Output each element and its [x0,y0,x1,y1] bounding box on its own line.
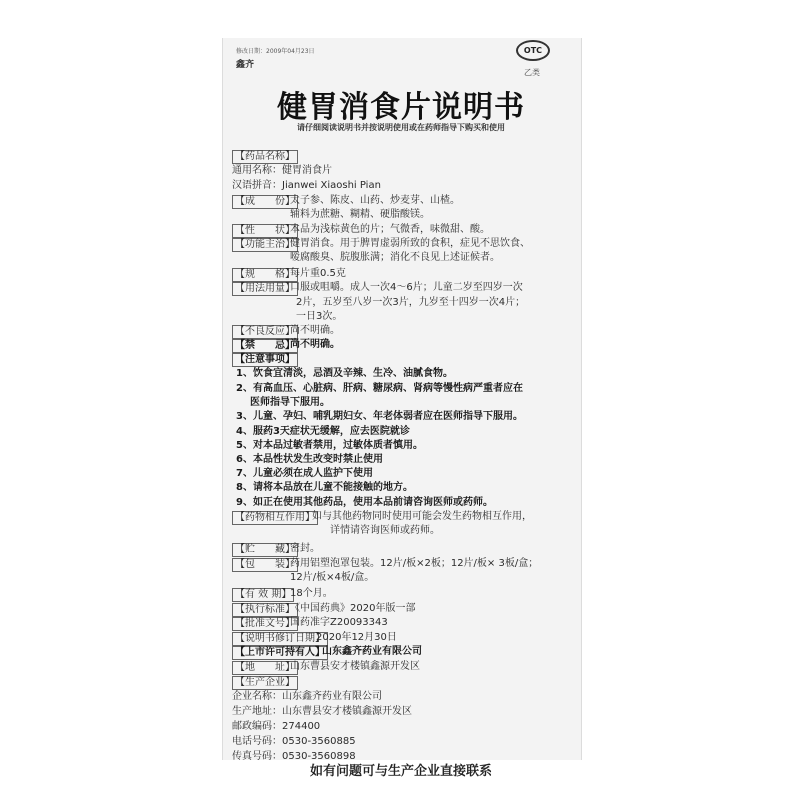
ingredients-text: 太子参、陈皮、山药、炒麦芽、山楂。 [290,195,460,206]
package-text-2: 12片/板×4板/盒。 [290,572,375,583]
holder-label: 【上市许可持有人】 [232,646,328,660]
adverse-label: 【不良反应】 [232,325,298,339]
drug-name-label: 【药品名称】 [232,150,298,164]
validity-text: 18个月。 [290,588,333,599]
revision-date: 修改日期：2009年04月23日 [236,48,315,55]
pinyin-name: 汉语拼音：Jianwei Xiaoshi Pian [232,180,381,191]
company-name: 企业名称：山东鑫齐药业有限公司 [232,691,382,702]
storage-label: 【贮 藏】 [232,543,298,557]
approval-label: 【批准文号】 [232,617,298,631]
standard-text: 《中国药典》2020年版一部 [290,603,416,614]
ingredients-text-2: 辅料为蔗糖、糊精、硬脂酸镁。 [290,209,430,220]
common-name: 通用名称：健胃消食片 [232,165,332,176]
usage-label: 【用法用量】 [232,282,298,296]
note-item: 4、服药3天症状无缓解，应去医院就诊 [236,426,410,437]
note-item: 9、如正在使用其他药品，使用本品前请咨询医师或药师。 [236,497,493,508]
note-item: 医师指导下服用。 [250,397,330,408]
note-item: 6、本品性状发生改变时禁止使用 [236,454,383,465]
spec-text: 每片重0.5克 [290,268,346,279]
function-text: 健胃消食。用于脾胃虚弱所致的食积，症见不思饮食、 [290,238,530,249]
standard-label: 【执行标准】 [232,603,298,617]
phone-number: 电话号码：0530-3560885 [232,736,356,747]
function-text-2: 嗳腐酸臭、脘腹胀满；消化不良见上述证候者。 [290,252,500,263]
note-item: 1、饮食宜清淡，忌酒及辛辣、生冷、油腻食物。 [236,368,453,379]
interaction-text: 如与其他药物同时使用可能会发生药物相互作用， [312,511,532,522]
revision-text: 2020年12月30日 [316,632,397,643]
note-item: 8、请将本品放在儿童不能接触的地方。 [236,482,413,493]
validity-label: 【有 效 期】 [232,588,294,602]
notes-label: 【注意事项】 [232,353,298,367]
note-item: 7、儿童必须在成人监护下使用 [236,468,373,479]
usage-text-3: 一日3次。 [296,311,343,322]
function-label: 【功能主治】 [232,238,298,252]
usage-text: 口服或咀嚼。成人一次4～6片；儿童二岁至四岁一次 [290,282,523,293]
page-title: 健胃消食片说明书 [277,90,525,125]
address-text: 山东曹县安才楼镇鑫源开发区 [290,661,420,672]
holder-text: 山东鑫齐药业有限公司 [322,646,422,657]
producer-label: 【生产企业】 [232,676,298,690]
interaction-text-2: 详情请咨询医师或药师。 [330,525,440,536]
address-label: 【地 址】 [232,661,298,675]
interaction-label: 【药物相互作用】 [232,511,318,525]
postcode: 邮政编码：274400 [232,721,321,732]
character-label: 【性 状】 [232,224,298,238]
character-text: 本品为浅棕黄色的片；气微香，味微甜、酸。 [290,224,490,235]
storage-text: 密封。 [290,543,320,554]
note-item: 5、对本品过敏者禁用，过敏体质者慎用。 [236,440,423,451]
spec-label: 【规 格】 [232,268,298,282]
note-item: 3、儿童、孕妇、哺乳期妇女、年老体弱者应在医师指导下服用。 [236,411,523,422]
contra-label: 【禁 忌】 [232,339,298,353]
approval-text: 国药准字Z20093343 [290,617,388,628]
brand-logo: 鑫齐 [236,60,255,70]
adverse-text: 尚不明确。 [290,325,340,336]
footer-contact: 如有问题可与生产企业直接联系 [309,764,492,779]
production-address: 生产地址：山东曹县安才楼镇鑫源开发区 [232,706,412,717]
contra-text: 尚不明确。 [290,339,340,350]
otc-badge: OTC [516,40,550,61]
note-item: 2、有高血压、心脏病、肝病、糖尿病、肾病等慢性病严重者应在 [236,383,523,394]
category-label: 乙类 [524,68,540,77]
fax-number: 传真号码：0530-3560898 [232,751,356,762]
usage-text-2: 2片，五岁至八岁一次3片，九岁至十四岁一次4片； [296,297,526,308]
package-label: 【包 装】 [232,558,298,572]
package-text: 药用铝塑泡罩包装。12片/板×2板；12片/板× 3板/盒； [290,558,539,569]
ingredients-label: 【成 份】 [232,195,298,209]
page-subtitle: 请仔细阅读说明书并按说明使用或在药师指导下购买和使用 [297,123,505,132]
revision-label: 【说明书修订日期】 [232,632,328,646]
